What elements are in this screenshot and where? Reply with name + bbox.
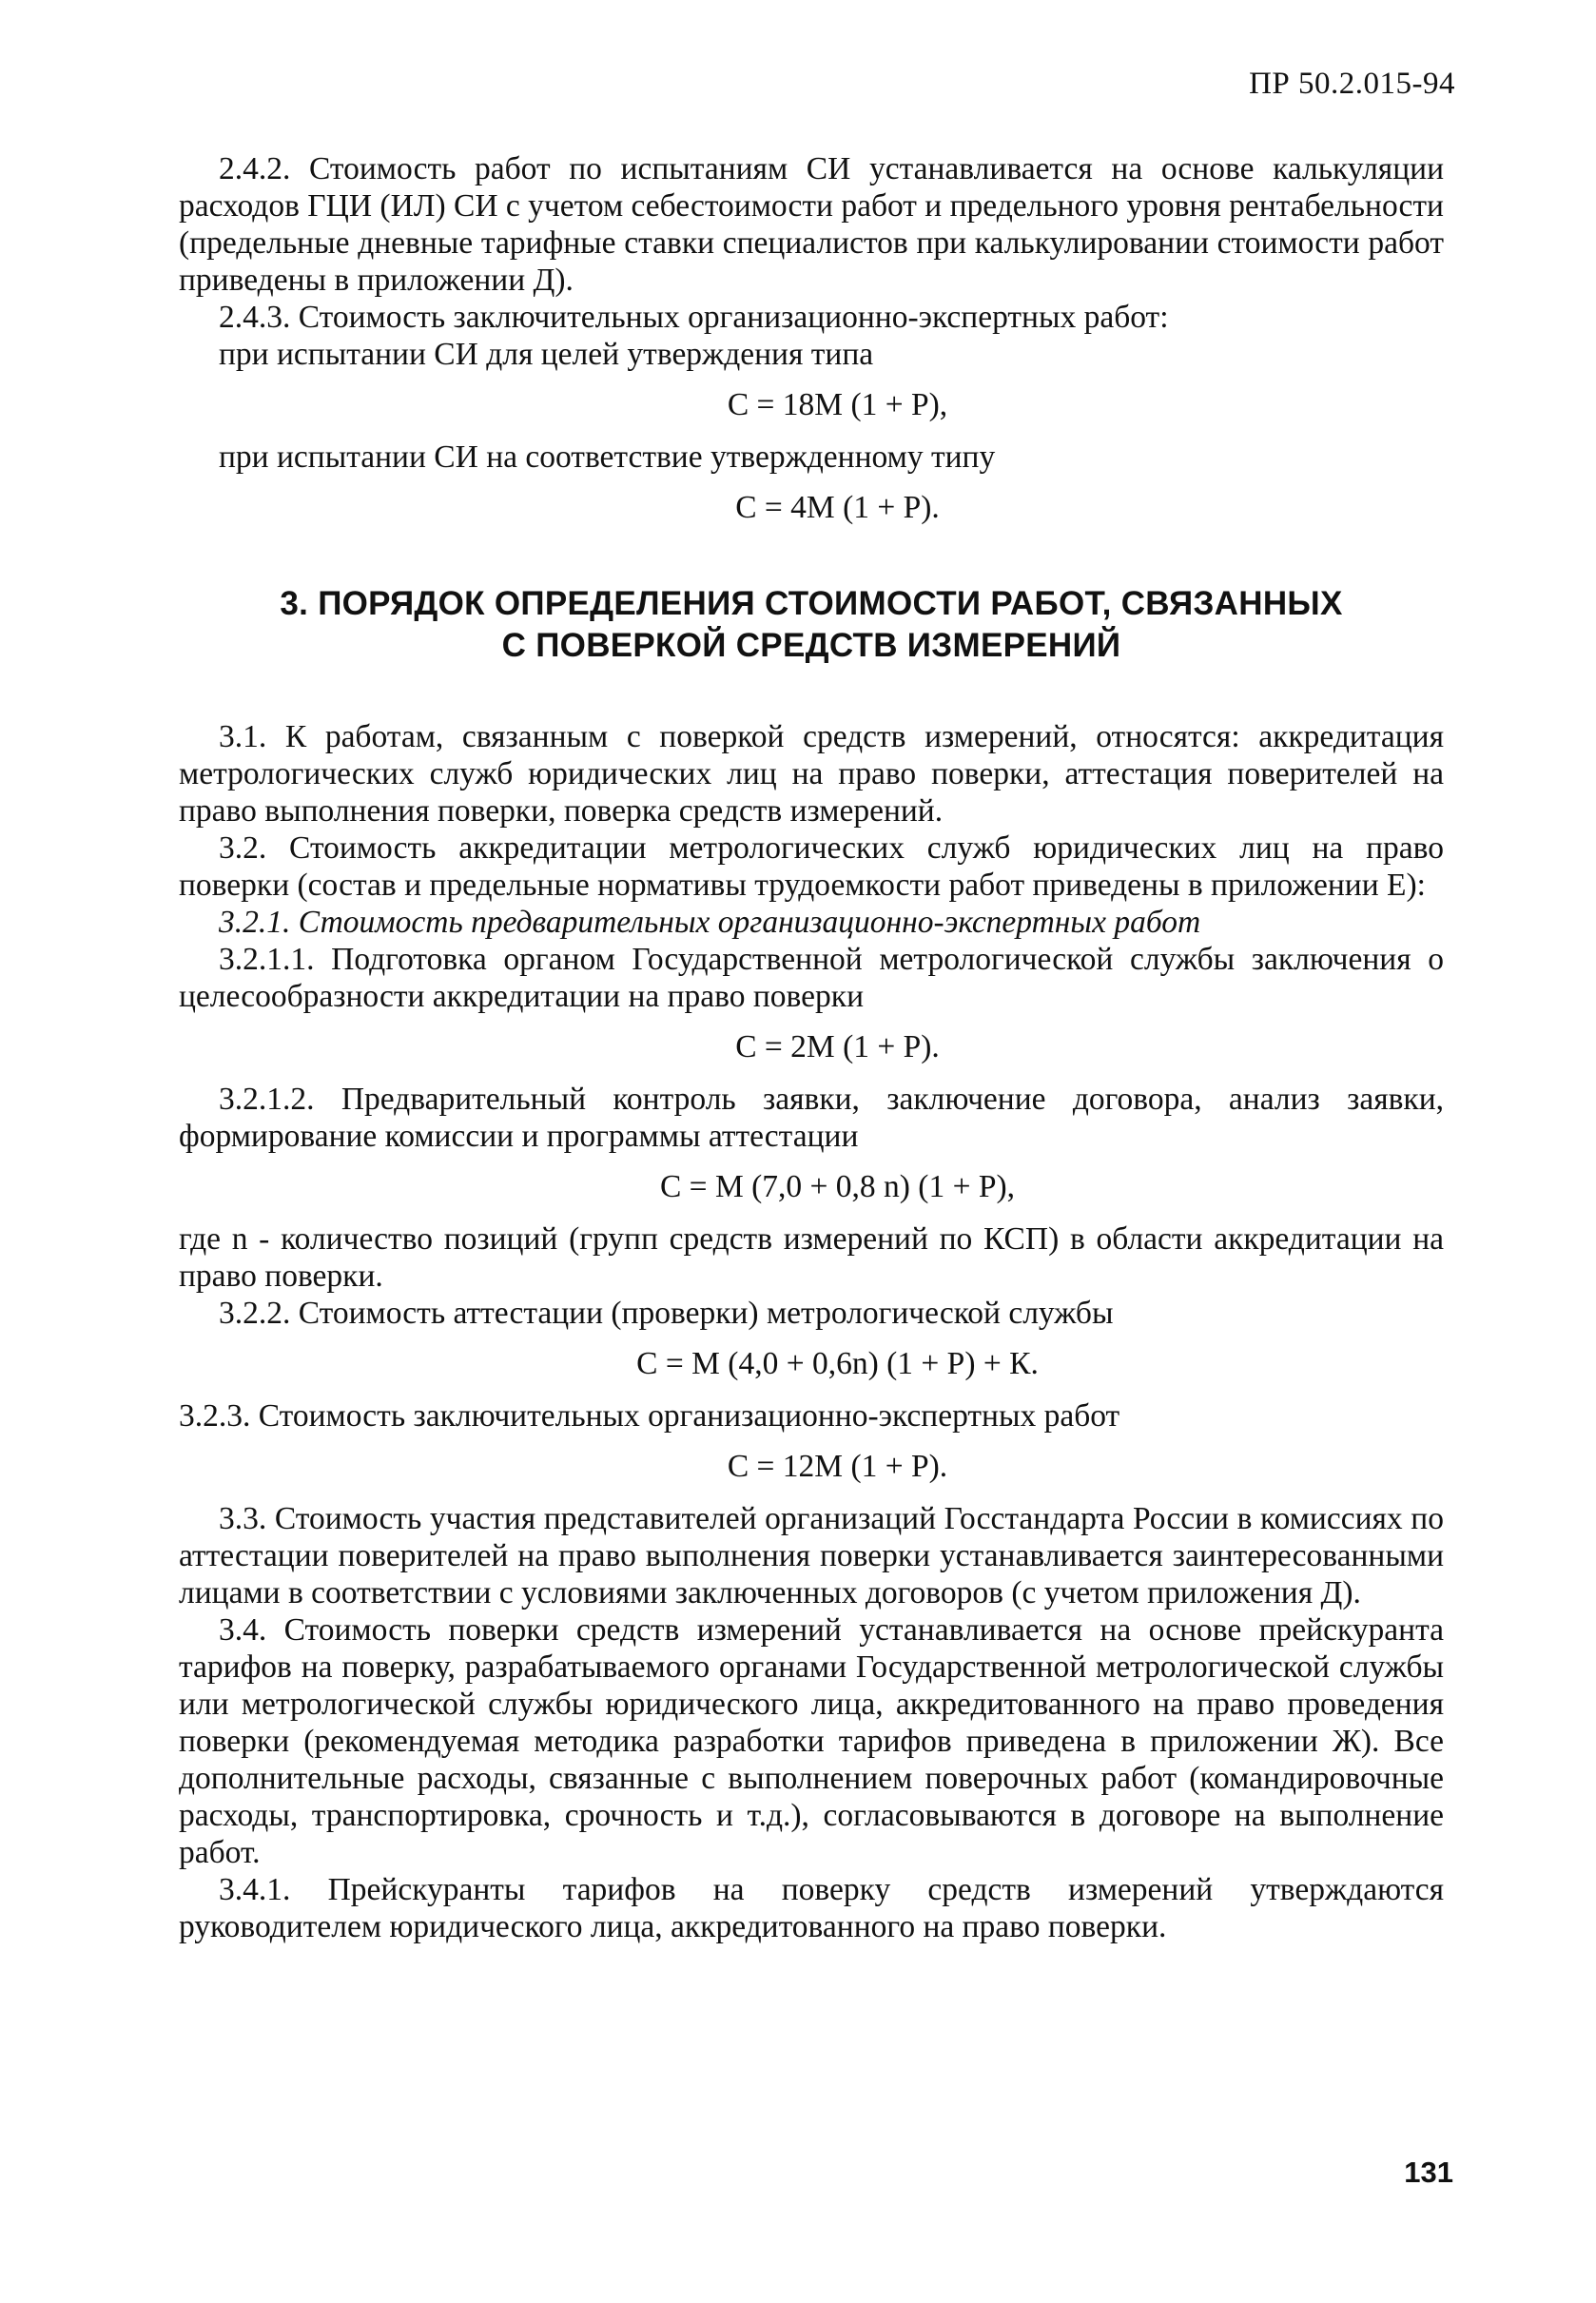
paragraph-3-2-3: 3.2.3. Стоимость заключительных организационно-экспертных работ: [179, 1398, 1120, 1434]
page-number: 131: [1404, 2156, 1453, 2189]
section-3-heading-line2: С ПОВЕРКОЙ СРЕДСТВ ИЗМЕРЕНИЙ: [501, 627, 1121, 664]
paragraph-3-2-2: 3.2.2. Стоимость аттестации (проверки) метрологической службы: [219, 1296, 1114, 1331]
paragraph-3-2: 3.2. Стоимость аккредитации метрологических служб юридических лиц на право поверки (состав и предельные нормативы трудоемкости работ приведены в приложении Е):: [179, 830, 1444, 903]
case-type-approval: при испытании СИ для целей утверждения типа: [219, 337, 874, 372]
paragraph-3-2-1-1: 3.2.1.1. Подготовка органом Государственной метрологической службы заключения о целесообразности аккредитации на право поверки: [179, 942, 1444, 1014]
formula-3-2-3: С = 12М (1 + Р).: [727, 1449, 948, 1484]
paragraph-3-4: 3.4. Стоимость поверки средств измерений устанавливается на основе прейскуранта тарифов на поверку, разрабатываемого органами Государственной метрологической службы или метрологической службы юридического лица, аккредитованного на право проведения поверки (рекомендуемая методика разработки тарифов приведена в приложении Ж). Все дополнительные расходы, связанные с выполнением поверочных работ (командировочные расходы, транспортировка, срочность и т.д.), согласовываются в договоре на выполнение работ.: [179, 1612, 1444, 1870]
page-body: [179, 150, 1444, 1945]
section-3-heading-line1: 3. ПОРЯДОК ОПРЕДЕЛЕНИЯ СТОИМОСТИ РАБОТ, СВЯЗАННЫХ: [280, 585, 1343, 622]
formula-type-approval: С = 18М (1 + Р),: [727, 387, 948, 422]
section-3-heading: [179, 583, 1444, 667]
paragraph-3-3: 3.3. Стоимость участия представителей организаций Госстандарта России в комиссиях по аттестации поверителей на право выполнения поверки устанавливается заинтересованными лицами в соответствии с условиями заключенных договоров (с учетом приложения Д).: [179, 1501, 1444, 1610]
paragraph-2-4-3: 2.4.3. Стоимость заключительных организационно-экспертных работ:: [219, 300, 1169, 335]
formula-3-2-1-2: С = М (7,0 + 0,8 n) (1 + Р),: [659, 1169, 1016, 1204]
case-type-conformity: при испытании СИ на соответствие утвержденному типу: [219, 439, 996, 475]
formula-3-2-2: С = М (4,0 + 0,6n) (1 + Р) + К.: [636, 1346, 1039, 1381]
formula-variable-n-definition: где n - количество позиций (групп средств измерений по КСП) в области аккредитации на право поверки.: [179, 1221, 1444, 1294]
paragraph-3-1: 3.1. К работам, связанным с поверкой средств измерений, относятся: аккредитация метрологических служб юридических лиц на право поверки, аттестация поверителей на право выполнения поверки, поверка средств измерений.: [179, 719, 1444, 829]
paragraph-3-4-1: 3.4.1. Прейскуранты тарифов на поверку средств измерений утверждаются руководителем юридического лица, аккредитованного на право поверки.: [179, 1872, 1444, 1944]
paragraph-2-4-2: 2.4.2. Стоимость работ по испытаниям СИ устанавливается на основе калькуляции расходов ГЦИ (ИЛ) СИ с учетом себестоимости работ и предельного уровня рентабельности (предельные дневные тарифные ставки специалистов при калькулировании стоимости работ приведены в приложении Д).: [179, 151, 1444, 298]
formula-type-conformity: С = 4М (1 + Р).: [735, 490, 940, 525]
paragraph-3-2-1-2: 3.2.1.2. Предварительный контроль заявки, заключение договора, анализ заявки, формирование комиссии и программы аттестации: [179, 1082, 1444, 1154]
document-code-header: ПР 50.2.015-94: [1249, 67, 1455, 101]
formula-3-2-1-1: С = 2М (1 + Р).: [735, 1029, 940, 1064]
paragraph-3-2-1: 3.2.1. Стоимость предварительных организационно-экспертных работ: [219, 905, 1201, 940]
